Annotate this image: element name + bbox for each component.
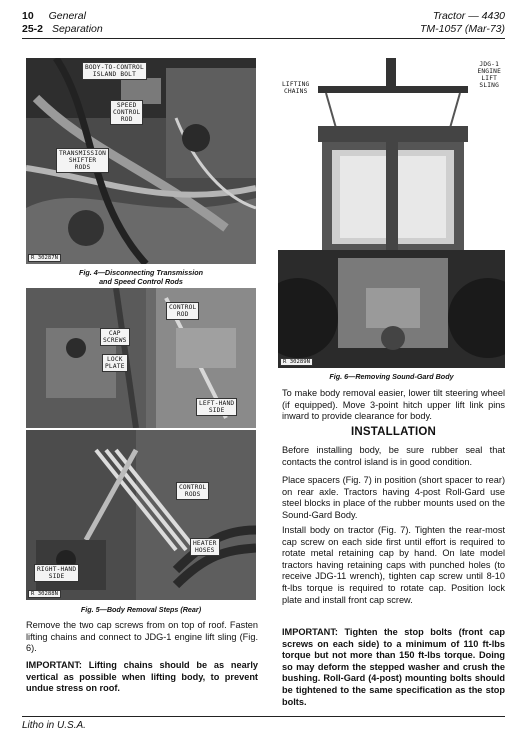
right-paragraph-1: To make body removal easier, lower tilt steering wheel (if equipped). Move 3-point hitch upper lift link pins inward to provide clearance for body. <box>282 388 505 422</box>
fig6-code: R 30289N <box>280 358 313 366</box>
right-paragraph-2: Before installing body, be sure rubber seal that contacts the control island is in good condition. <box>282 445 505 467</box>
header-rule <box>22 38 505 39</box>
section-number: 25-2 <box>22 23 44 35</box>
fig5-top-photo <box>26 288 256 428</box>
fig5-label-right-hand: RIGHT-HAND SIDE <box>34 564 79 582</box>
fig5-label-left-hand: LEFT-HAND SIDE <box>196 398 237 416</box>
fig5-label-control-rods: CONTROL RODS <box>176 482 209 500</box>
fig5-label-heater-hoses: HEATER HOSES <box>190 538 220 556</box>
fig4-label-transmission-shifter: TRANSMISSION SHIFTER RODS <box>56 148 109 173</box>
fig4-caption <box>26 268 256 286</box>
fig5-label-control-rod: CONTROL ROD <box>166 302 199 320</box>
fig5-label-lock-plate: LOCK PLATE <box>102 354 128 372</box>
fig5-label-cap-screws: CAP SCREWS <box>100 328 130 346</box>
fig4-code: R 30287N <box>28 254 61 262</box>
fig5-code: R 30288N <box>28 590 61 598</box>
fig6-label-sling: JDG-1 ENGINE LIFT SLING <box>477 61 501 89</box>
page-number-section <box>22 10 86 22</box>
tractor-model: Tractor — 4430 <box>432 10 505 22</box>
footer-rule <box>22 716 505 717</box>
fig4-photo <box>26 58 256 264</box>
litho-footer: Litho in U.S.A. <box>22 720 86 731</box>
fig6-photo <box>278 58 505 368</box>
fig6-label-lifting-chains: LIFTING CHAINS <box>282 81 310 95</box>
section-subtitle-row <box>22 23 103 35</box>
left-important-note: IMPORTANT: Lifting chains should be as nearly vertical as possible when lifting body, to prevent undue stress on roof. <box>26 660 258 694</box>
fig5-caption: Fig. 5—Body Removal Steps (Rear) <box>80 605 202 614</box>
right-paragraph-4: Install body on tractor (Fig. 7). Tighten the rear-most cap screw on each side first until effort is required to rotate metal retaining cap by hand. On late model tractors having retaining caps with punched holes (to receive JDG-11 wrench), tighten cap screw until 8-10 ft-lbs torque is required to rotate cap. Position lock plate and install front cap screw. <box>282 525 505 605</box>
left-paragraph-1: Remove the two cap screws from on top of roof. Fasten lifting chains and connect to JDG-1 engine lift sling (Fig. 6). <box>26 620 258 654</box>
fig4-label-speed-control: SPEED CONTROL ROD <box>110 100 143 125</box>
page-number: 10 <box>22 10 34 22</box>
right-important-note: IMPORTANT: Tighten the stop bolts (front cap screws on each side) to a minimum of 110 ft-lbs torque but not more than 150 ft-lbs torque. Doing so may deform the stepped washer and crush the bushing. Roll-Gard (4-post) mounting bolts should be tightened to the same specification as the stop bolts. <box>282 627 505 707</box>
fig4-caption-line2: and Speed Control Rods <box>99 277 183 286</box>
subsection-title: Separation <box>51 23 103 35</box>
installation-heading: INSTALLATION <box>350 426 437 438</box>
right-paragraph-3: Place spacers (Fig. 7) in position (short spacer to rear) on rear axle. Tractors having 4-post Roll-Gard use steel blocks in place of the rubber mounts used on the Sound-Gard Body. <box>282 475 505 520</box>
fig4-caption-line1: Fig. 4—Disconnecting Transmission <box>78 268 204 277</box>
section-title: General <box>48 10 86 22</box>
manual-code: TM-1057 (Mar-73) <box>420 23 505 35</box>
fig5-bottom-photo <box>26 430 256 600</box>
fig6-caption: Fig. 6—Removing Sound-Gard Body <box>329 372 454 381</box>
fig4-label-body-to-control: BODY-TO-CONTROL ISLAND BOLT <box>82 62 147 80</box>
